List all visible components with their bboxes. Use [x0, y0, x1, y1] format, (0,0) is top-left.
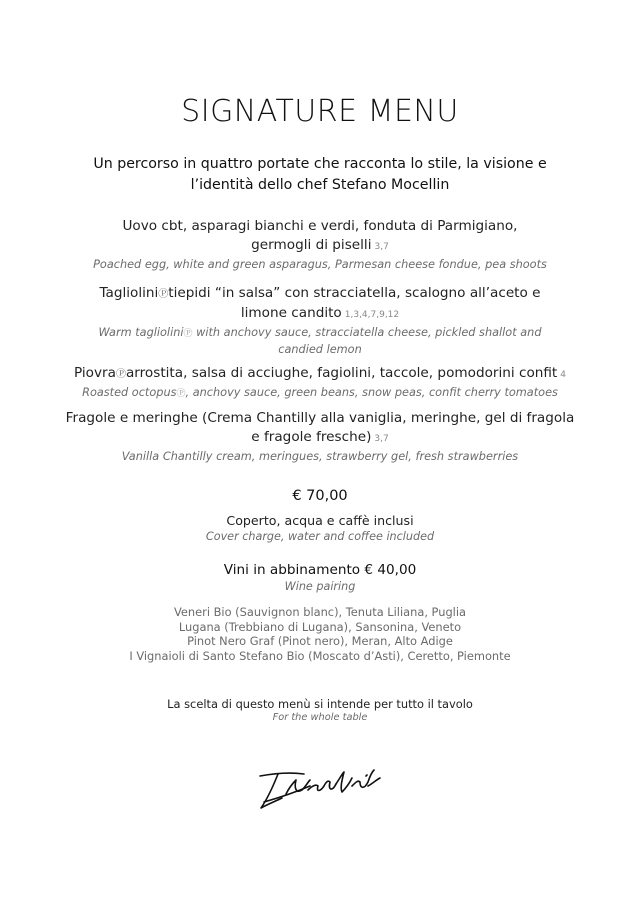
- origin-mark-icon: Ⓟ: [158, 289, 169, 300]
- course-name-line: Fragole e meringhe (Crema Chantilly alla vaniglia, meringhe, gel di fragola: [65, 410, 575, 426]
- course-name-text: arrostita, salsa di acciughe, fagiolini, taccole, pomodorini confit: [125, 365, 558, 381]
- chef-signature: [256, 768, 384, 812]
- cover-info: [0, 513, 640, 544]
- translation-text: , anchovy sauce, green beans, snow peas, confit cherry tomatoes: [185, 386, 558, 399]
- origin-mark-icon: Ⓟ: [176, 389, 186, 399]
- course-item: [40, 284, 600, 358]
- table-note: [0, 697, 640, 724]
- course-translation: Vanilla Chantilly cream, meringues, strawberry gel, fresh strawberries: [121, 450, 519, 463]
- cover-text: Coperto, acqua e caffè inclusi: [226, 513, 414, 528]
- course-name-text: germogli di piselli: [251, 237, 372, 253]
- allergen-codes: 4: [560, 370, 566, 380]
- course-name-text: e fragole fresche): [251, 429, 372, 445]
- allergen-codes: 1,3,4,7,9,12: [344, 310, 400, 320]
- course-name-text: limone candito: [240, 305, 342, 321]
- course-name-line: [40, 236, 600, 257]
- course-name-line: [20, 364, 620, 385]
- subtitle-line-1: Un percorso in quattro portate che racconta lo stile, la visione e: [93, 156, 547, 172]
- course-item: [20, 409, 620, 465]
- allergen-codes: 3,7: [374, 242, 389, 252]
- menu-price: € 70,00: [292, 488, 348, 504]
- course-translation: [40, 325, 600, 342]
- origin-mark-icon: Ⓟ: [183, 329, 193, 339]
- translation-text: Warm tagliolini: [98, 326, 184, 339]
- wine-item: Veneri Bio (Sauvignon blanc), Tenuta Liliana, Puglia: [174, 605, 466, 619]
- wine-list: [0, 605, 640, 663]
- origin-mark-icon: Ⓟ: [115, 369, 126, 380]
- course-name-line: Uovo cbt, asparagi bianchi e verdi, fonduta di Parmigiano,: [122, 218, 518, 234]
- wine-pairing: [0, 562, 640, 594]
- page-title: SIGNATURE MENU: [181, 94, 459, 129]
- course-item: [40, 217, 600, 273]
- course-item: [20, 364, 620, 402]
- table-note-translation: For the whole table: [272, 712, 368, 723]
- allergen-codes: 3,7: [374, 434, 389, 444]
- table-note-text: La scelta di questo menù si intende per tutto il tavolo: [167, 697, 473, 711]
- course-name-text: Piovra: [73, 365, 116, 381]
- wine-item: Lugana (Trebbiano di Lugana), Sansonina, Veneto: [178, 619, 462, 634]
- course-name-line: [40, 284, 600, 304]
- course-name-text: Tagliolini: [99, 285, 159, 301]
- subtitle-line-2: l’identità dello chef Stefano Mocellin: [190, 177, 450, 193]
- wine-item: Pinot Nero Graf (Pinot nero), Meran, Alto Adige: [187, 634, 453, 649]
- course-translation: [20, 385, 620, 402]
- translation-text: with anchovy sauce, stracciatella cheese, pickled shallot and: [196, 326, 542, 339]
- wine-pairing-translation: Wine pairing: [284, 580, 356, 593]
- wine-item: I Vignaioli di Santo Stefano Bio (Moscato d’Asti), Ceretto, Piemonte: [129, 648, 511, 663]
- cover-translation: Cover charge, water and coffee included: [205, 530, 435, 543]
- course-translation: Poached egg, white and green asparagus, Parmesan cheese fondue, pea shoots: [93, 258, 547, 271]
- course-name-text: tiepidi “in salsa” con stracciatella, scalogno all’aceto e: [168, 285, 541, 301]
- course-translation: candied lemon: [278, 343, 362, 356]
- translation-text: Roasted octopus: [82, 386, 177, 399]
- wine-pairing-title: Vini in abbinamento € 40,00: [223, 562, 417, 578]
- course-name-line: [40, 304, 600, 325]
- course-name-line: [20, 428, 620, 449]
- menu-subtitle: [60, 154, 580, 196]
